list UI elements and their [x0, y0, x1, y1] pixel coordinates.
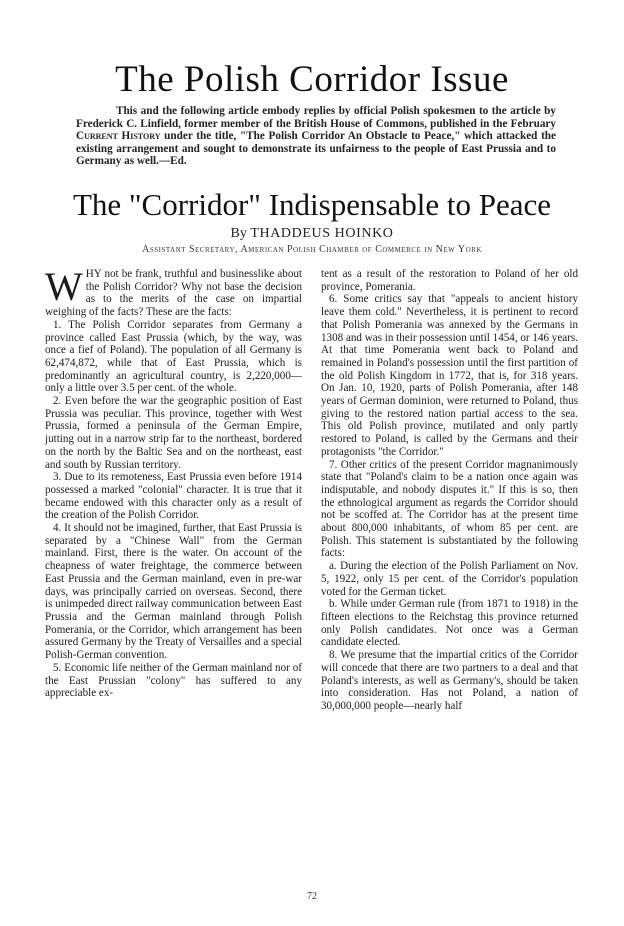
- paragraph: b. While under German rule (from 1871 to 1918) in the fifteen elections to the Reichstag this province returned only Polish candidates. Not once was a German candidate elected.: [321, 598, 578, 649]
- page-title: The Polish Corridor Issue: [115, 59, 509, 100]
- editor-note: [76, 105, 556, 168]
- byline: [0, 226, 624, 242]
- paragraph: tent as a result of the restoration to Poland of her old province, Pomerania.: [321, 268, 578, 293]
- byline-by: By: [230, 226, 247, 241]
- editor-note-part1: This and the following article embody replies by official Polish spokesmen to the article by Frederick C. Linfield, former member of the British House of Commons, published in the February: [76, 105, 556, 130]
- right-column: [321, 268, 578, 713]
- author-affiliation: Assistant Secretary, American Polish Chamber of Commerce in New York: [142, 244, 482, 255]
- paragraph-text: HY not be frank, truthful and businesslike about the Polish Corridor? Why not base the decision as to the merits of the case on impartial weighing of the facts? These are the facts:: [45, 268, 302, 319]
- paragraph: a. During the election of the Polish Parliament on Nov. 5, 1922, only 15 per cent. of the Corridor's population voted for the German ticket.: [321, 560, 578, 598]
- paragraph: 1. The Polish Corridor separates from Germany a province called East Prussia (which, by the way, was once a fief of Poland). The population of all Germany is 62,474,872, while that of East Prussia, which is predominantly an agricultural country, is 2,220,000—only a little over 3.5 per cent. of the whole.: [45, 318, 302, 395]
- paragraph: 8. We presume that the impartial critics of the Corridor will concede that there are two partners to a deal and that Poland's interests, as well as Germany's, should be taken into consideration. Has not Poland, a nation of 30,000,000 people—nearly half: [321, 649, 578, 712]
- magazine-name: Current History: [76, 130, 161, 143]
- page-number: 72: [307, 891, 317, 902]
- paragraph: 5. Economic life neither of the German mainland nor of the East Prussian "colony" has suffered to any appreciable ex-: [45, 661, 302, 700]
- editor-note-text: [76, 105, 556, 168]
- drop-cap: W: [45, 264, 83, 309]
- editor-note-part2: under the title, "The Polish Corridor An Obstacle to Peace," which attacked the existing arrangement and sought to demonstrate its unfairness to the people of East Prussia and to Germany as well.—Ed.: [76, 130, 556, 168]
- paragraph: 7. Other critics of the present Corridor magnanimously state that "Poland's claim to be a nation once again was indisputable, and nobody disputes it." If this is so, then the ethnological argument as regards the Corridor should not be scoffed at. The Corridor has at the present time about 800,000 inhabitants, of whom 85 per cent. are Polish. This statement is substantiated by the following facts:: [321, 458, 578, 560]
- article-title: The "Corridor" Indispensable to Peace: [72, 187, 552, 222]
- paragraph: 3. Due to its remoteness, East Prussia even before 1914 possessed a marked "colonial" character. It is true that it became endowed with this character only as a result of the creation of the Polish Corridor.: [45, 471, 302, 522]
- paragraph: 2. Even before the war the geographic position of East Prussia was peculiar. This province, together with West Prussia, formed a peninsula of the German Empire, jutting out in a narrow strip far to the northeast, bordered on the north by the Baltic Sea and on the northeast, east and south by Russian territory.: [45, 395, 302, 471]
- paragraph: 4. It should not be imagined, further, that East Prussia is separated by a "Chinese Wall" from the German mainland. First, there is the water. On account of the cheapness of water freightage, the commerce between East Prussia and the German mainland, even in pre-war days, was principally carried on overseas. Second, there is unimpeded direct railway communication between East Prussia and the German mainland through Polish Pomerania, or the Corridor, which arrangement has been assured Germany by the Treaty of Versailles and a special Polish-German convention.: [45, 522, 302, 662]
- paragraph: 6. Some critics say that "appeals to ancient history leave them cold." Nevertheless, it is pertinent to record that Polish Pomerania was annexed by the Germans in 1308 and was in their possession until 1454, or 146 years. At that time Pomerania went back to Poland and remained in Poland's possession until the first partition of the old Polish Kingdom in 1772, that is, for 318 years. On Jan. 10, 1920, parts of Polish Pomerania, after 148 years of German dominion, were returned to Poland, thus giving to the restored nation partial access to the sea. This old Polish province, mutilated and only partly restored to Poland, is called by the Germans and their protagonists "the Corridor.": [321, 293, 578, 458]
- left-column: [45, 264, 302, 700]
- paragraph: [45, 264, 302, 319]
- author-name: THADDEUS HOINKO: [250, 226, 394, 241]
